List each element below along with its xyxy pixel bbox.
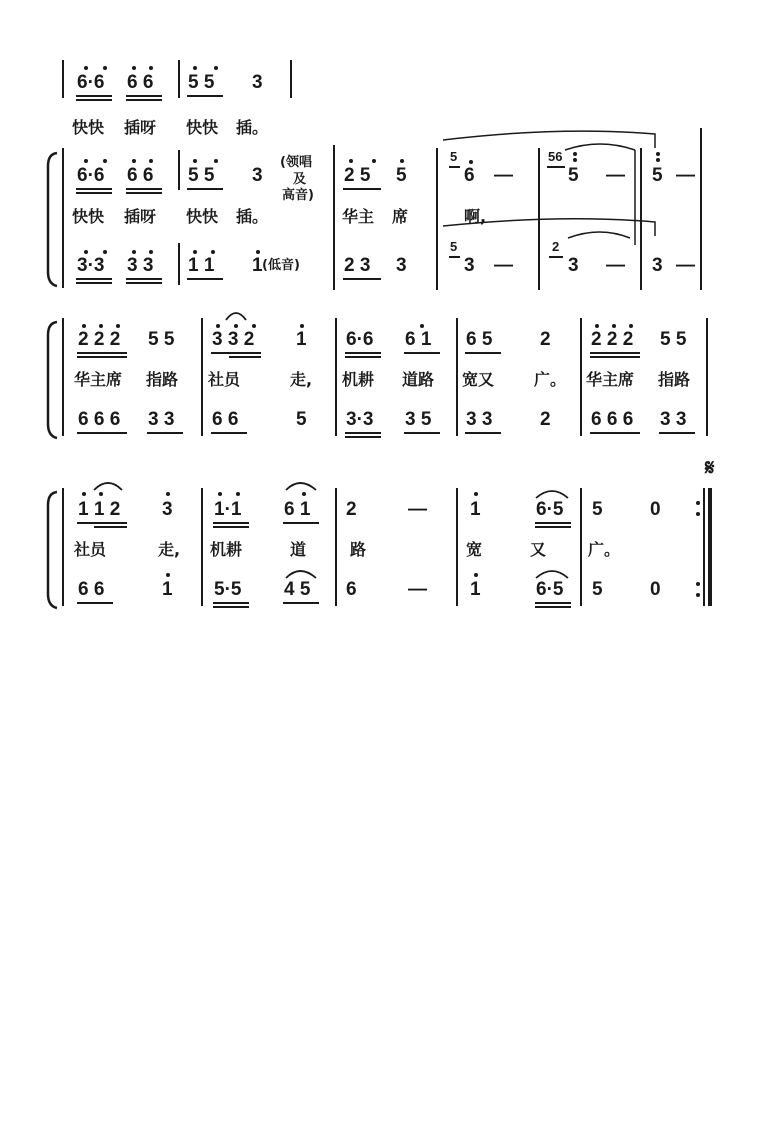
note-group: 5 — [568, 165, 579, 186]
lyric: 指路 — [146, 370, 179, 389]
note-group: 1 — [470, 499, 481, 520]
note-group: 2 2 2 — [591, 329, 634, 350]
segno-icon: 𝄋 — [705, 455, 715, 481]
note-group: 0 — [650, 579, 661, 600]
lyric: 华主 — [342, 207, 375, 226]
note-group: 3·3 — [346, 409, 374, 430]
dash: — — [676, 255, 695, 276]
note-group: 3 3 2 — [212, 329, 255, 350]
note-group: 6 5 — [466, 329, 493, 350]
note-group: 6 — [464, 165, 475, 186]
part-annotation: 及 — [293, 172, 307, 187]
note-group: 4 5 — [284, 579, 311, 600]
note-group: 3 3 — [660, 409, 687, 430]
lyric: 插。 — [236, 118, 269, 137]
note-group: 6 1 — [405, 329, 432, 350]
lyric: 华主席 — [586, 370, 635, 389]
lyric: 走, — [290, 370, 313, 389]
note-group: 6 6 — [127, 165, 154, 186]
lyric: 快快 — [72, 118, 105, 137]
note-group: 5 5 — [660, 329, 687, 350]
lyric: 宽又 — [462, 370, 495, 389]
note-group: 6·6 — [346, 329, 374, 350]
note-group: 1 — [162, 579, 173, 600]
note-group: 1 — [252, 255, 263, 276]
dash: — — [676, 165, 695, 186]
note-group: 6 6 — [78, 579, 105, 600]
lyric: 社员 — [208, 370, 241, 389]
note-group: 1 — [296, 329, 307, 350]
part-annotation: (领唱 — [280, 155, 312, 170]
lyric: 广。 — [588, 540, 621, 559]
note-group: 1 1 — [188, 255, 215, 276]
note-group: 3 — [252, 165, 263, 186]
note-group: 5 5 — [148, 329, 175, 350]
note-group: 2 5 — [344, 165, 371, 186]
note-group: 1 — [470, 579, 481, 600]
note-group: 6·5 — [536, 579, 564, 600]
lyric: 插。 — [236, 207, 269, 226]
note-group: 3 3 — [148, 409, 175, 430]
lyric: 插呀 — [124, 118, 157, 137]
note-group: 3 — [568, 255, 579, 276]
lyric: 机耕 — [210, 540, 243, 559]
lyric: 道路 — [402, 370, 435, 389]
note-group: 6 — [346, 579, 357, 600]
note-group: 5 — [592, 499, 603, 520]
part-annotation: (低音) — [262, 258, 300, 273]
note-group: 6 6 6 — [78, 409, 121, 430]
grace-note: 5 — [450, 239, 458, 254]
note-group: 5 — [396, 165, 407, 186]
lyric: 走, — [158, 540, 181, 559]
part-annotation: 高音) — [282, 188, 314, 203]
lyric: 又 — [530, 540, 547, 559]
note-group: 5 5 — [188, 165, 215, 186]
note-group: 3 — [252, 72, 263, 93]
note-group: 3 — [652, 255, 663, 276]
note-group: 2 3 — [344, 255, 371, 276]
note-group: 6·6 — [77, 165, 105, 186]
note-group: 1 1 2 — [78, 499, 121, 520]
note-group: 5 — [652, 165, 663, 186]
note-group: 0 — [650, 499, 661, 520]
lyric: 席 — [392, 207, 409, 226]
lyric: 社员 — [74, 540, 107, 559]
note-group: 5 — [296, 409, 307, 430]
lyric: 广。 — [534, 370, 567, 389]
note-group: 3 — [162, 499, 173, 520]
dash: — — [494, 255, 513, 276]
note-group: 3 3 — [127, 255, 154, 276]
note-group: 2 — [346, 499, 357, 520]
dash: — — [408, 579, 427, 600]
note-group: 6·5 — [536, 499, 564, 520]
dash: — — [606, 165, 625, 186]
dash: — — [606, 255, 625, 276]
note-group: 3 — [464, 255, 475, 276]
note-group: 6 6 6 — [591, 409, 634, 430]
note-group: 3 5 — [405, 409, 432, 430]
note-group: 6 1 — [284, 499, 311, 520]
note-group: 2 — [540, 409, 551, 430]
lyric: 啊, — [464, 207, 487, 226]
note-group: 6 6 — [127, 72, 154, 93]
lyric: 道 — [290, 540, 307, 559]
lyric: 指路 — [658, 370, 691, 389]
note-group: 3 3 — [466, 409, 493, 430]
note-group: 5·5 — [214, 579, 242, 600]
note-group: 5 — [592, 579, 603, 600]
note-group: 6 6 — [212, 409, 239, 430]
lyric: 机耕 — [342, 370, 375, 389]
lyric: 华主席 — [74, 370, 123, 389]
note-group: 5 5 — [188, 72, 215, 93]
lyric: 快快 — [72, 207, 105, 226]
note-group: 3 — [396, 255, 407, 276]
dash: — — [408, 499, 427, 520]
grace-note: 2 — [552, 239, 560, 254]
lyric: 快快 — [186, 118, 219, 137]
dash: — — [494, 165, 513, 186]
grace-note: 5 — [450, 149, 458, 164]
note-group: 6·6 — [77, 72, 105, 93]
lyric: 插呀 — [124, 207, 157, 226]
note-group: 2 — [540, 329, 551, 350]
note-group: 1·1 — [214, 499, 242, 520]
lyric: 宽 — [466, 540, 483, 559]
note-group: 2 2 2 — [78, 329, 121, 350]
grace-note: 56 — [548, 149, 563, 164]
lyric: 快快 — [186, 207, 219, 226]
note-group: 3·3 — [77, 255, 105, 276]
lyric: 路 — [350, 540, 367, 559]
